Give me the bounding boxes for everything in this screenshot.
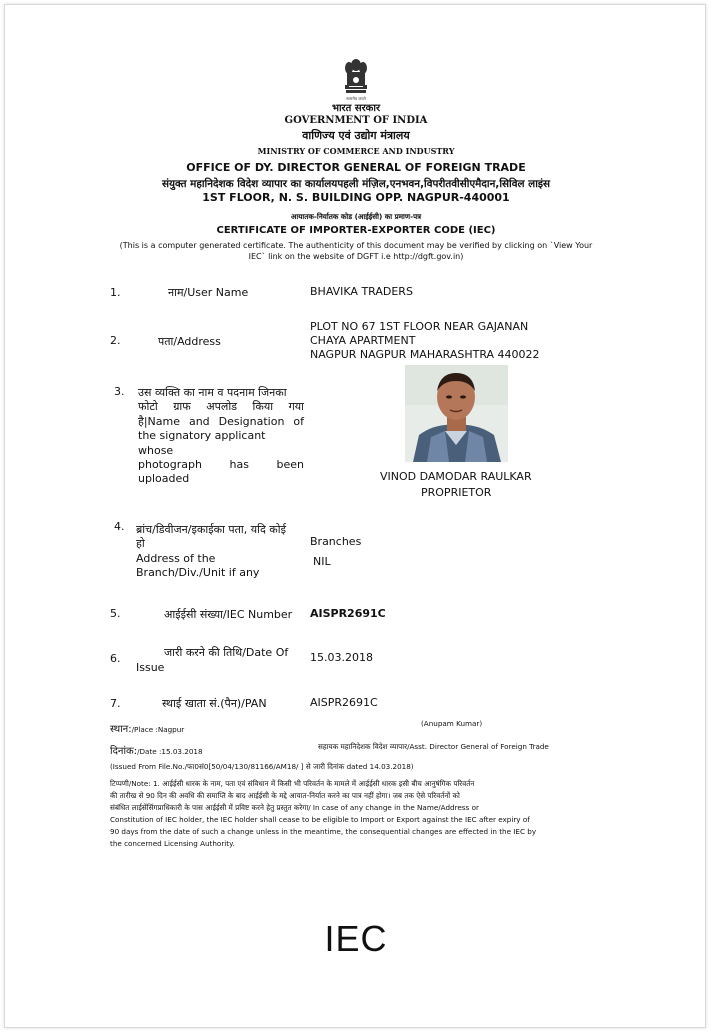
disclaimer-line-2: IEC` link on the website of DGFT i.e http://dgft.gov.in) [248, 252, 464, 261]
certificate-title-hindi: आयातक-निर्यातक कोड (आईईसी) का प्रमाण-पत्र [290, 212, 422, 221]
header-address: 1ST FLOOR, N. S. BUILDING OPP. NAGPUR-440001 [202, 191, 510, 204]
branches-value: NIL [313, 555, 331, 568]
address-line-1: PLOT NO 67 1ST FLOOR NEAR GAJANAN [310, 320, 529, 333]
branch-label-line: हो [136, 537, 145, 551]
place-label-hindi: स्थान: [110, 724, 132, 735]
note-line: 90 days from the date of such a change unless in the meantime, the consequential changes are effected in the IEC by [110, 827, 537, 836]
date-value: /Date :15.03.2018 [137, 747, 203, 756]
signatory-designation: PROPRIETOR [421, 486, 492, 499]
note-line: the concerned Licensing Authority. [110, 839, 235, 848]
place-value: /Place :Nagpur [131, 725, 185, 734]
row-number: 6. [110, 652, 121, 665]
signatory-label-line: फोटो ग्राफ अपलोड किया गया [138, 400, 304, 414]
header-government: GOVERNMENT OF INDIA [284, 115, 428, 126]
signatory-label [138, 386, 304, 487]
address-line-3: NAGPUR NAGPUR MAHARASHTRA 440022 [310, 348, 540, 361]
iec-number-value: AISPR2691C [310, 607, 386, 620]
branch-label-line: ब्रांच/डिवीजन/इकाईका पता, यदि कोई [136, 523, 287, 536]
date-line [110, 739, 203, 758]
issued-from-line: (Issued From File.No./फा0सं0[50/04/130/81166/AM18/ ] से जारी दिनांक dated 14.03.2018) [110, 762, 414, 771]
certificate-title: CERTIFICATE OF IMPORTER-EXPORTER CODE (IEC) [216, 225, 496, 236]
date-of-issue-label-line: जारी करने की तिथि/Date Of [164, 646, 289, 659]
signatory-photo [405, 365, 508, 462]
note-block [110, 778, 602, 850]
address-line-2: CHAYA APARTMENT [310, 334, 416, 347]
row-number: 5. [110, 607, 121, 620]
note-line: की तारीख से 90 दिन की अवधि की समाप्ति के बाद आईईसी के मद्दे आयात-निर्यात करने का पात्र नहीं होगा। जब तक ऐसे परिवर्तनों को [110, 791, 460, 800]
signer-name: (Anupam Kumar) [421, 719, 483, 728]
date-label-hindi: दिनांक: [110, 746, 138, 757]
header-ministry-english: MINISTRY OF COMMERCE AND INDUSTRY [257, 146, 455, 156]
svg-text:सत्यमेव जयते: सत्यमेव जयते [346, 96, 366, 101]
user-name-value: BHAVIKA TRADERS [310, 285, 413, 298]
signatory-label-line: uploaded [138, 472, 190, 486]
signer-title: सहायक महानिदेशक विदेश व्यापार/Asst. Director General of Foreign Trade [318, 742, 549, 751]
signatory-name: VINOD DAMODAR RAULKAR [380, 470, 532, 483]
row-number: 7. [110, 697, 121, 710]
date-of-issue-label [136, 645, 288, 675]
signatory-label-line: photograph has been [138, 458, 304, 472]
row-number: 1. [110, 286, 121, 299]
branch-label-line: Branch/Div./Unit if any [136, 566, 260, 580]
branch-label-line: Address of the [136, 551, 216, 565]
header-ministry-hindi: वाणिज्य एवं उद्योग मंत्रालय [302, 129, 410, 142]
national-emblem-icon [340, 58, 372, 102]
date-of-issue-value: 15.03.2018 [310, 651, 373, 664]
place-line [110, 717, 184, 736]
header-office-hindi: संयुक्त महानिदेशक विदेश व्यापार का कार्यालयपहली मंज़िल,एनभवन,विपरीतवीसीएमैदान,सिविल लाइंस [161, 178, 551, 190]
row-number: 3. [114, 385, 125, 398]
pan-label: स्थाई खाता सं.(पैन)/PAN [162, 697, 267, 710]
signatory-label-line: है|Name and Designation of [138, 414, 304, 428]
branch-label [136, 523, 306, 581]
bottom-caption: IEC [324, 918, 388, 959]
iec-number-label: आईईसी संख्या/IEC Number [164, 608, 293, 621]
pan-value: AISPR2691C [310, 696, 378, 709]
note-line: संबंधित लाईसेंसिंगप्राधिकारी के पास आईईसी में प्रविष्ट करने हेतु प्रस्तुत करेगा/ In case of any change in the Name/Address or [110, 803, 479, 812]
note-line: टिप्पणी/Note: 1. आईईसी धारक के नाम, पता एवं संविधान में किसी भी परिवर्तन के मामले में आईईसी धारक इसी बीच आनुषंगिक परिवर्तन [110, 779, 475, 788]
date-of-issue-label-line: Issue [136, 661, 165, 674]
row-number: 2. [110, 334, 121, 347]
user-name-label: नाम/User Name [168, 286, 249, 299]
header-office-english: OFFICE OF DY. DIRECTOR GENERAL OF FOREIGN TRADE [186, 161, 526, 174]
disclaimer-line-1: (This is a computer generated certificate. The authenticity of this document may be verified by clicking on `View Your [119, 241, 593, 250]
row-number: 4. [114, 520, 125, 533]
note-line: Constitution of IEC holder, the IEC holder shall cease to be eligible to Import or Export against the IEC after expiry of [110, 815, 530, 824]
header-bharat-sarkar: भारत सरकार [331, 103, 381, 114]
address-label: पता/Address [158, 335, 221, 348]
signatory-label-line: the signatory applicant whose [138, 429, 266, 457]
signatory-label-line: उस व्यक्ति का नाम व पदनाम जिनका [138, 386, 287, 399]
address-value [310, 320, 540, 362]
branches-heading: Branches [310, 535, 362, 548]
page-frame [4, 4, 706, 1028]
